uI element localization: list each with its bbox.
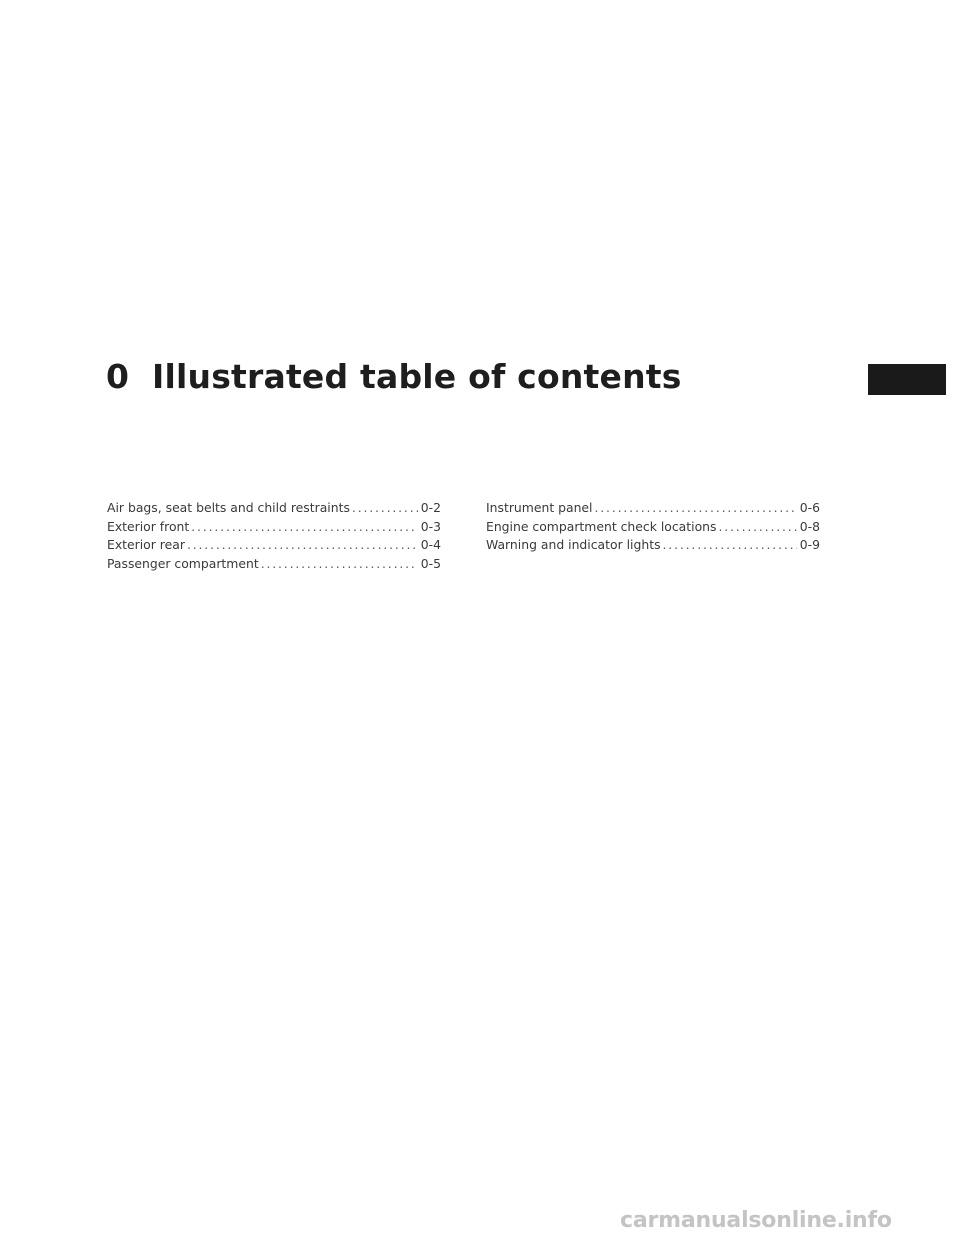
- chapter-number: 0: [106, 357, 130, 396]
- toc-entry-title: Air bags, seat belts and child restraints: [107, 500, 350, 515]
- toc-leader-dots: [352, 499, 418, 518]
- toc-leader-dots: [663, 536, 797, 555]
- toc-leader-dots: [187, 536, 418, 555]
- toc-entry-page: 0-5: [420, 555, 441, 571]
- toc-entry[interactable]: [486, 499, 820, 518]
- toc-entry-page: 0-3: [420, 518, 441, 534]
- toc-entry-page: 0-8: [799, 518, 820, 534]
- toc-entry-page: 0-2: [420, 500, 441, 515]
- toc-leader-dots: [261, 555, 418, 574]
- watermark: carmanualsonline.info: [620, 1208, 892, 1233]
- toc-entry-title: Passenger compartment: [107, 555, 259, 571]
- toc-entry-title: Warning and indicator lights: [486, 537, 661, 552]
- toc-entry-page: 0-4: [420, 537, 441, 552]
- chapter-tab: [868, 364, 946, 395]
- toc-entry-title: Instrument panel: [486, 500, 593, 515]
- toc-entry-page: 0-9: [799, 537, 820, 552]
- toc-entry[interactable]: [107, 555, 441, 574]
- toc-entry-page: 0-6: [799, 500, 820, 515]
- toc-entry[interactable]: [107, 499, 441, 518]
- toc-leader-dots: [718, 518, 796, 537]
- toc-entry[interactable]: [107, 536, 441, 555]
- toc-leader-dots: [595, 499, 797, 518]
- toc-leader-dots: [191, 518, 417, 537]
- toc-column-left: [107, 499, 441, 573]
- toc-entry-title: Exterior front: [107, 518, 190, 534]
- toc-entry-title: Exterior rear: [107, 537, 185, 552]
- toc-entry[interactable]: [486, 518, 820, 537]
- toc-entry-title: Engine compartment check locations: [486, 518, 717, 534]
- chapter-title: Illustrated table of contents: [152, 357, 682, 396]
- chapter-heading: [106, 357, 682, 396]
- toc-column-right: [486, 499, 820, 555]
- toc-entry[interactable]: [486, 536, 820, 555]
- toc-entry[interactable]: [107, 518, 441, 537]
